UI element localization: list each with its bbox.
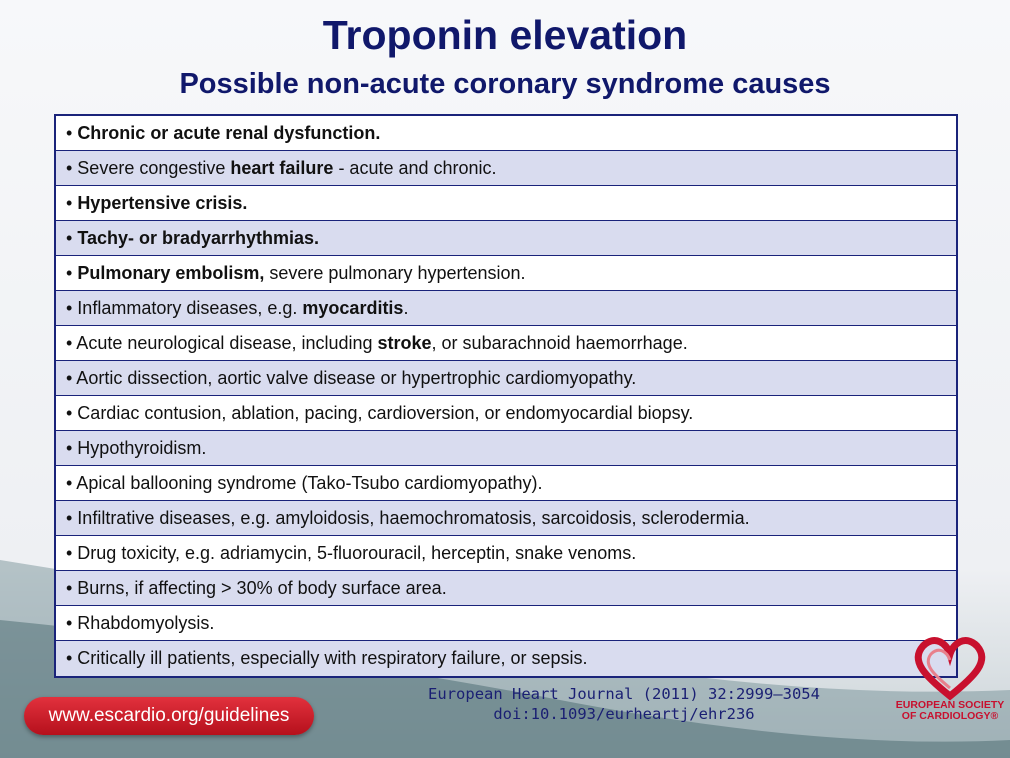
row-text: • Aortic dissection, aortic valve disease or hypertrophic cardiomyopathy.: [66, 368, 637, 388]
table-row: [56, 256, 956, 291]
row-text: • Critically ill patients, especially with respiratory failure, or sepsis.: [66, 648, 588, 668]
page-subtitle: Possible non-acute coronary syndrome causes: [179, 68, 831, 100]
table-row: [56, 466, 956, 501]
row-text: • Burns, if affecting > 30% of body surface area.: [66, 578, 447, 598]
table-row: [56, 361, 956, 396]
table-row: [56, 186, 956, 221]
row-text: • Infiltrative diseases, e.g. amyloidosis, haemochromatosis, sarcoidosis, sclerodermia.: [66, 508, 750, 528]
table-row: [56, 571, 956, 606]
row-text: • Hypothyroidism.: [66, 438, 207, 458]
row-text: , or subarachnoid haemorrhage.: [431, 333, 688, 353]
citation: [390, 684, 858, 724]
page-title: Troponin elevation: [322, 12, 688, 58]
guidelines-url-link[interactable]: www.escardio.org/guidelines: [24, 697, 314, 735]
esc-logo-text: EUROPEAN SOCIETY OF CARDIOLOGY®: [895, 699, 1005, 722]
row-text: severe pulmonary hypertension.: [264, 263, 526, 283]
table-row: [56, 291, 956, 326]
row-text: - acute and chronic.: [333, 158, 497, 178]
table-row: [56, 431, 956, 466]
row-text: • Severe congestive: [66, 158, 231, 178]
citation-doi: doi:10.1093/eurheartj/ehr236: [493, 705, 755, 723]
row-text-bold: heart failure: [230, 158, 334, 178]
table-row: [56, 641, 956, 676]
row-text: •: [66, 123, 78, 143]
row-text: •: [66, 263, 78, 283]
table-row: [56, 606, 956, 641]
row-text: .: [403, 298, 409, 318]
row-text-bold: myocarditis: [302, 298, 404, 318]
causes-table: [54, 114, 958, 678]
row-text-bold: Pulmonary embolism,: [77, 263, 265, 283]
row-text-bold: stroke: [377, 333, 432, 353]
table-row: [56, 326, 956, 361]
table-row: [56, 221, 956, 256]
table-row: [56, 116, 956, 151]
row-text: • Acute neurological disease, including: [66, 333, 378, 353]
table-row: [56, 536, 956, 571]
row-text: •: [66, 228, 78, 248]
row-text: • Inflammatory diseases, e.g.: [66, 298, 303, 318]
row-text: • Rhabdomyolysis.: [66, 613, 215, 633]
row-text: • Cardiac contusion, ablation, pacing, cardioversion, or endomyocardial biopsy.: [66, 403, 694, 423]
table-row: [56, 151, 956, 186]
esc-heart-logo-icon: [905, 636, 995, 756]
row-text: • Apical ballooning syndrome (Tako-Tsubo cardiomyopathy).: [66, 473, 543, 493]
table-row: [56, 396, 956, 431]
row-text: • Drug toxicity, e.g. adriamycin, 5-fluorouracil, herceptin, snake venoms.: [66, 543, 637, 563]
table-row: [56, 501, 956, 536]
citation-journal: European Heart Journal (2011) 32:2999–3054: [428, 685, 820, 703]
row-text: •: [66, 193, 78, 213]
row-text-bold: Chronic or acute renal dysfunction.: [77, 123, 381, 143]
row-text-bold: Hypertensive crisis.: [77, 193, 248, 213]
row-text-bold: Tachy- or bradyarrhythmias.: [77, 228, 320, 248]
